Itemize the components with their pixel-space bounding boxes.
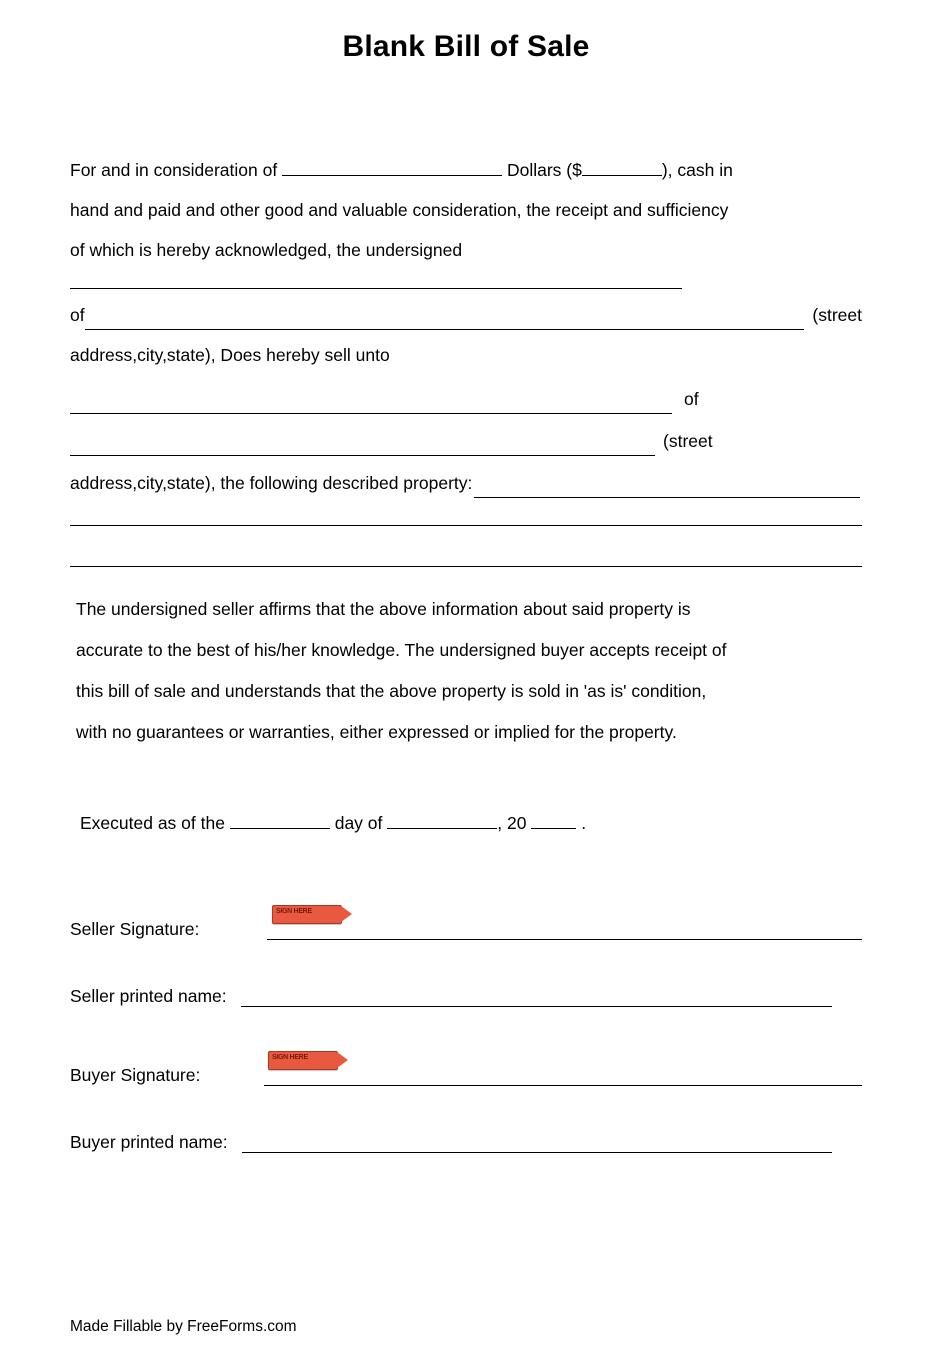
page-title: Blank Bill of Sale bbox=[342, 30, 590, 63]
dollars-label: Dollars ($ bbox=[506, 160, 582, 180]
sign-here-stamp-label: SIGN HERE bbox=[272, 1053, 308, 1062]
buyer-signature-field[interactable] bbox=[264, 1059, 862, 1086]
seller-printed-label: Seller printed name: bbox=[70, 986, 227, 1006]
seller-address-continuation: address,city,state), Does hereby sell unto bbox=[70, 345, 390, 365]
execution-day-of-label: day of bbox=[334, 813, 383, 833]
consideration-line-1 bbox=[70, 150, 862, 190]
seller-signature-field[interactable] bbox=[267, 913, 862, 940]
property-description-label: address,city,state), the following described property: bbox=[70, 473, 473, 493]
seller-signature-label: Seller Signature: bbox=[70, 919, 200, 939]
buyer-of-label: of bbox=[684, 389, 699, 409]
consideration-line-3: of which is hereby acknowledged, the undersigned bbox=[70, 240, 463, 260]
amount-numeric-field[interactable] bbox=[582, 158, 662, 176]
affirmation-line-2: accurate to the best of his/her knowledge. The undersigned buyer accepts receipt of bbox=[76, 640, 727, 660]
execution-day-field[interactable] bbox=[230, 812, 330, 829]
buyer-signature-label: Buyer Signature: bbox=[70, 1065, 201, 1085]
seller-printed-row bbox=[70, 980, 862, 1007]
execution-period: . bbox=[581, 813, 587, 833]
sign-here-stamp-label: SIGN HERE bbox=[276, 907, 312, 916]
seller-name-field[interactable] bbox=[70, 288, 682, 289]
execution-prefix: Executed as of the bbox=[80, 813, 225, 833]
seller-printed-field[interactable] bbox=[241, 980, 832, 1007]
buyer-printed-row bbox=[70, 1126, 862, 1153]
buyer-address-field[interactable] bbox=[70, 433, 655, 456]
property-description-field-1[interactable] bbox=[474, 475, 860, 498]
affirmation-line-3: this bill of sale and understands that the above property is sold in 'as is' condition, bbox=[76, 681, 707, 701]
consideration-after-amount-text: ), cash in bbox=[661, 160, 733, 180]
affirmation-line-1: The undersigned seller affirms that the above information about said property is bbox=[76, 599, 691, 619]
document-body bbox=[70, 150, 862, 1153]
seller-signature-row bbox=[70, 907, 862, 940]
footer-attribution: Made Fillable by FreeForms.com bbox=[70, 1318, 297, 1335]
execution-year-field[interactable] bbox=[531, 812, 576, 829]
property-description-row bbox=[70, 463, 862, 503]
buyer-name-row bbox=[70, 379, 862, 419]
sign-here-stamp-icon[interactable] bbox=[272, 905, 342, 924]
buyer-name-field[interactable] bbox=[70, 391, 672, 414]
consideration-lead-text: For and in consideration of bbox=[70, 160, 278, 180]
affirmation-line-4: with no guarantees or warranties, either expressed or implied for the property. bbox=[76, 722, 677, 742]
seller-address-row bbox=[70, 295, 862, 335]
buyer-printed-label: Buyer printed name: bbox=[70, 1132, 228, 1152]
buyer-printed-field[interactable] bbox=[242, 1126, 832, 1153]
buyer-street-note: (street bbox=[663, 431, 713, 451]
buyer-address-row bbox=[70, 421, 862, 461]
execution-year-prefix: , 20 bbox=[497, 813, 527, 833]
seller-street-note: (street bbox=[812, 305, 862, 325]
seller-of-label: of bbox=[70, 305, 85, 325]
consideration-line-2: hand and paid and other good and valuable consideration, the receipt and sufficiency bbox=[70, 200, 729, 220]
buyer-signature-row bbox=[70, 1053, 862, 1086]
property-description-field-2[interactable] bbox=[70, 525, 862, 526]
seller-address-field[interactable] bbox=[85, 307, 805, 330]
sign-here-stamp-icon[interactable] bbox=[268, 1051, 338, 1070]
execution-line bbox=[70, 803, 862, 843]
execution-month-field[interactable] bbox=[387, 812, 497, 829]
amount-words-field[interactable] bbox=[282, 158, 502, 176]
